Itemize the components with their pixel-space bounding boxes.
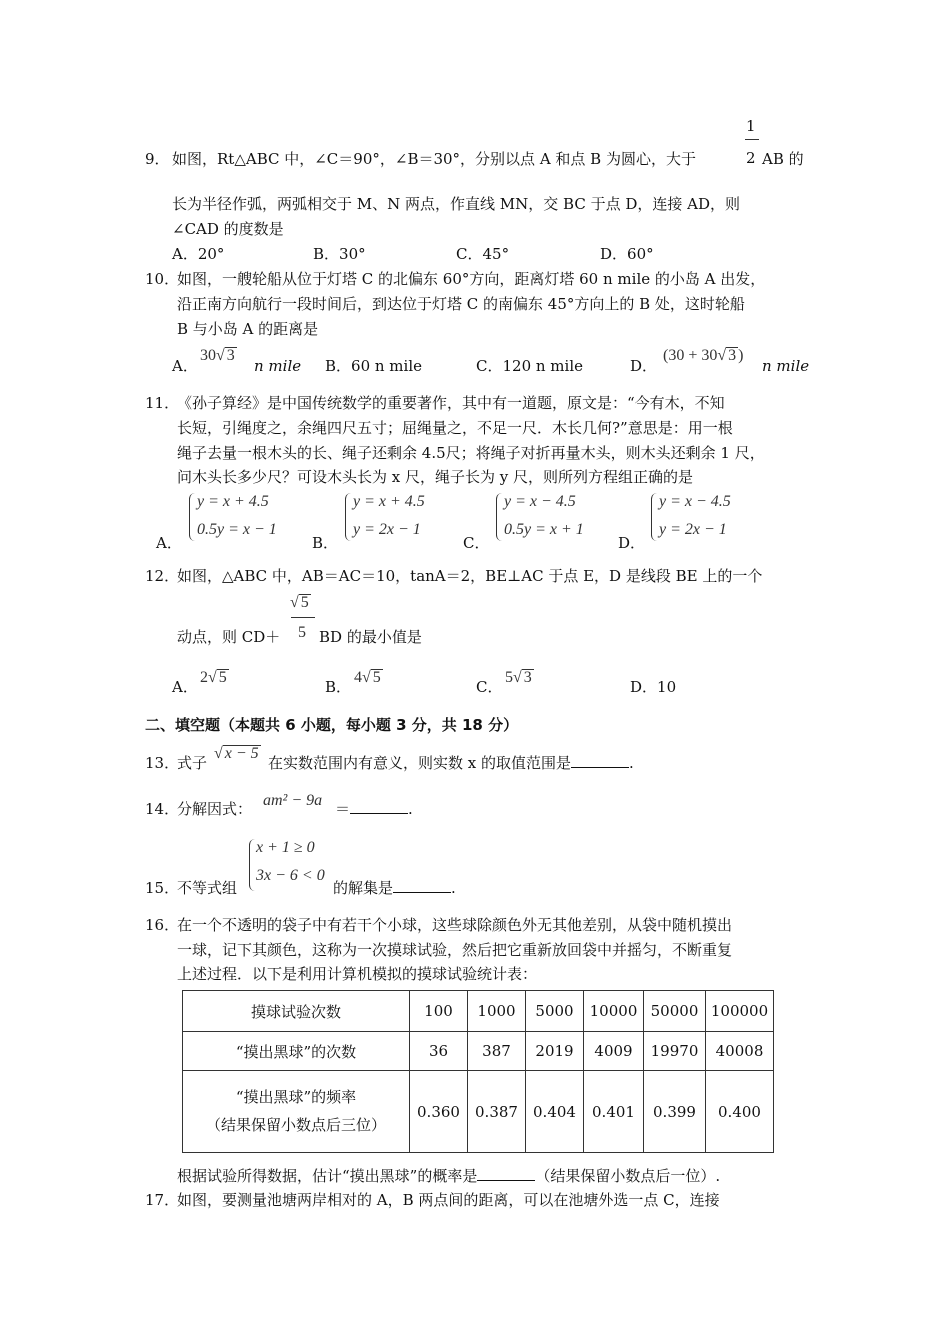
- q16-line1: 在一个不透明的袋子中有若干个小球，这些球除颜色外无其他差别，从袋中随机摸出: [177, 916, 733, 934]
- q10-option-d-unit: n mile: [762, 357, 810, 375]
- table-cell: 2019: [526, 1032, 584, 1071]
- q12-option-b-label: B．: [325, 678, 352, 696]
- q9-fraction-num: 1: [746, 117, 756, 135]
- q11-option-b-eq1: y = x + 4.5: [353, 493, 425, 510]
- table-cell: 10000: [584, 991, 644, 1032]
- table-cell: 0.399: [644, 1071, 706, 1153]
- q9-line1: 如图，Rt△ABC 中，∠C＝90°，∠B＝30°，分别以点 A 和点 B 为圆心，大于: [172, 150, 696, 168]
- q16-answer-blank[interactable]: [477, 1166, 535, 1181]
- q15-number: 15．: [145, 879, 180, 897]
- table-cell: 4009: [584, 1032, 644, 1071]
- q13-post: [268, 752, 634, 774]
- q17-line1: 如图，要测量池塘两岸相对的 A，B 两点间的距离，可以在池塘外选一点 C，连接: [177, 1191, 720, 1209]
- table-cell: 0.404: [526, 1071, 584, 1153]
- q11-option-d-label: D．: [618, 534, 646, 552]
- q14-number: 14．: [145, 800, 180, 818]
- table-cell: 1000: [468, 991, 526, 1032]
- q12-fraction-num-radicand: 5: [300, 594, 309, 611]
- q10-option-d-label: D．: [630, 357, 658, 375]
- q14-expression: am² − 9a: [263, 792, 323, 809]
- q12-option-b-math: 4√ 5: [354, 669, 381, 686]
- q12-option-c-label: C．: [476, 678, 503, 696]
- q10-option-a-radicand: 3: [226, 347, 235, 364]
- q12-fraction-bar: [291, 617, 315, 618]
- q9-line3: ∠CAD 的度数是: [172, 220, 284, 238]
- q10-line2: 沿正南方向航行一段时间后，到达位于灯塔 C 的南偏东 45°方向上的 B 处，这时轮船: [177, 295, 745, 313]
- q13-number: 13．: [145, 754, 180, 772]
- q15-brace: [249, 839, 256, 891]
- q10-option-b: B．60 n mile: [325, 357, 423, 375]
- q15-eq2: 3x − 6 < 0: [256, 867, 325, 884]
- q10-number: 10．: [145, 270, 180, 288]
- q12-option-c-coef: 5: [505, 669, 513, 686]
- q14-end: .: [408, 800, 413, 818]
- table-cell: 5000: [526, 991, 584, 1032]
- q11-option-d-eq1: y = x − 4.5: [659, 493, 731, 510]
- table-cell: 19970: [644, 1032, 706, 1071]
- q16-number: 16．: [145, 916, 180, 934]
- q14-post: [335, 798, 413, 820]
- q13-answer-blank[interactable]: [571, 753, 629, 768]
- q16-after: [177, 1165, 720, 1187]
- q12-line2-pre: 动点，则 CD＋: [177, 628, 281, 646]
- q16-after-post: （结果保留小数点后一位）.: [535, 1167, 721, 1185]
- q11-option-d-eq2: y = 2x − 1: [659, 521, 727, 538]
- table-cell: 100: [410, 991, 468, 1032]
- q16-line2: 一球，记下其颜色，这称为一次摸球试验，然后把它重新放回袋中并摇匀，不断重复: [177, 941, 733, 959]
- q11-option-c-eq1: y = x − 4.5: [504, 493, 576, 510]
- table-cell: 387: [468, 1032, 526, 1071]
- table-row: [183, 1071, 774, 1153]
- q10-option-a-label: A．: [172, 357, 198, 375]
- table-header-line2: （结果保留小数点后三位）: [205, 1115, 386, 1134]
- q12-option-c-math: 5√ 3: [505, 669, 532, 686]
- table-cell: 36: [410, 1032, 468, 1071]
- q9-option-b: B．30°: [313, 245, 366, 263]
- q11-number: 11．: [145, 394, 180, 412]
- q10-option-a-coef: 30: [200, 347, 216, 364]
- q15-end: .: [451, 879, 456, 897]
- q12-line2-post: BD 的最小值是: [319, 628, 422, 646]
- q11-option-d-brace: [651, 493, 658, 541]
- q11-option-c-label: C．: [463, 534, 490, 552]
- q9-option-a: A．20°: [172, 245, 225, 263]
- table-cell: 40008: [706, 1032, 774, 1071]
- q13-end: .: [629, 754, 634, 772]
- table-cell: 100000: [706, 991, 774, 1032]
- q9-fraction-den: 2: [746, 149, 756, 167]
- q11-option-c-eq2: 0.5y = x + 1: [504, 521, 584, 538]
- q12-line1: 如图，△ABC 中，AB＝AC＝10，tanA＝2，BE⊥AC 于点 E，D 是线段 BE 上的一个: [177, 567, 763, 585]
- section-title: 二、填空题（本题共 6 小题，每小题 3 分，共 18 分）: [145, 716, 519, 734]
- q13-radicand: x − 5: [224, 745, 259, 762]
- q9-option-d: D．60°: [600, 245, 654, 263]
- q11-option-b-label: B．: [312, 534, 339, 552]
- table-cell: 0.387: [468, 1071, 526, 1153]
- q14-equals: ＝: [335, 800, 351, 818]
- q10-option-d-open: (30 + 30: [663, 347, 718, 364]
- q10-option-d-radicand: 3: [728, 347, 737, 364]
- table-header-line1: “摸出黑球”的频率: [235, 1087, 357, 1106]
- table-cell: 50000: [644, 991, 706, 1032]
- q11-option-a-label: A．: [156, 534, 182, 552]
- q15-answer-blank[interactable]: [393, 878, 451, 893]
- q16-after-pre: 根据试验所得数据，估计“摸出黑球”的概率是: [177, 1167, 478, 1185]
- q11-option-a-eq2: 0.5y = x − 1: [197, 521, 277, 538]
- q9-line2: 长为半径作弧，两弧相交于 M、N 两点，作直线 MN，交 BC 于点 D，连接 AD，则: [172, 195, 741, 213]
- q15-post: [333, 877, 456, 899]
- q9-number: 9．: [145, 150, 170, 168]
- table-cell: 0.401: [584, 1071, 644, 1153]
- q11-option-c-brace: [496, 493, 503, 541]
- table-header-cell: “摸出黑球”的次数: [183, 1032, 410, 1071]
- experiment-table: [182, 990, 774, 1153]
- q12-option-a-radicand: 5: [218, 669, 227, 686]
- q12-fraction-den: 5: [298, 624, 306, 641]
- q11-line1: 《孙子算经》是中国传统数学的重要著作，其中有一道题，原文是：“今有木，不知: [177, 394, 725, 412]
- q14-answer-blank[interactable]: [350, 799, 408, 814]
- q11-option-a-brace: [189, 493, 196, 541]
- table-header-cell: [183, 1071, 410, 1153]
- q11-option-a-eq1: y = x + 4.5: [197, 493, 269, 510]
- q12-option-d: D．10: [630, 678, 677, 696]
- q15-post-text: 的解集是: [333, 879, 394, 897]
- q13-pre: 式子: [177, 754, 208, 772]
- q9-option-c: C．45°: [456, 245, 510, 263]
- q11-line3: 绳子去量一根木头的长、绳子还剩余 4.5尺；将绳子对折再量木头，则木头还剩余 1 尺，: [177, 444, 765, 462]
- q10-option-c: C．120 n mile: [476, 357, 583, 375]
- q15-pre: 不等式组: [177, 879, 238, 897]
- q11-line2: 长短，引绳度之，余绳四尺五寸；屈绳量之，不足一尺．木长几何?”意思是：用一根: [177, 419, 733, 437]
- table-header-cell: 摸球试验次数: [183, 991, 410, 1032]
- q10-line3: B 与小岛 A 的距离是: [177, 320, 319, 338]
- q13-sqrt: √ x − 5: [214, 745, 259, 762]
- q17-number: 17．: [145, 1191, 180, 1209]
- table-row: [183, 1032, 774, 1071]
- q10-option-d-close: ): [738, 347, 744, 364]
- q12-option-b-coef: 4: [354, 669, 362, 686]
- q12-option-a-label: A．: [172, 678, 198, 696]
- q12-option-a-math: 2√ 5: [200, 669, 227, 686]
- q12-option-b-radicand: 5: [372, 669, 381, 686]
- q10-option-a-unit: n mile: [254, 357, 302, 375]
- q11-option-b-eq2: y = 2x − 1: [353, 521, 421, 538]
- q12-number: 12．: [145, 567, 180, 585]
- table-row: [183, 991, 774, 1032]
- table-cell: 0.360: [410, 1071, 468, 1153]
- table-cell: 0.400: [706, 1071, 774, 1153]
- q9-line1-end: AB 的: [762, 150, 804, 168]
- q13-post-text: 在实数范围内有意义，则实数 x 的取值范围是: [268, 754, 571, 772]
- q12-option-a-coef: 2: [200, 669, 208, 686]
- q14-pre: 分解因式：: [177, 800, 253, 818]
- q12-fraction-num: √ 5: [290, 594, 309, 611]
- q10-option-d-math: (30 + 30√ 3 ): [663, 347, 744, 364]
- q9-fraction-bar: [745, 139, 759, 140]
- q16-line3: 上述过程．以下是利用计算机模拟的摸球试验统计表：: [177, 965, 538, 983]
- q10-line1: 如图，一艘轮船从位于灯塔 C 的北偏东 60°方向，距离灯塔 60 n mile 的小岛 A 出发，: [177, 270, 766, 288]
- q11-line4: 问木头长多少尺？可设木头长为 x 尺，绳子长为 y 尺，则所列方程组正确的是: [177, 468, 694, 486]
- q12-option-c-radicand: 3: [523, 669, 532, 686]
- q15-eq1: x + 1 ≥ 0: [256, 839, 315, 856]
- q10-option-a-math: 30√ 3: [200, 347, 235, 364]
- q11-option-b-brace: [345, 493, 352, 541]
